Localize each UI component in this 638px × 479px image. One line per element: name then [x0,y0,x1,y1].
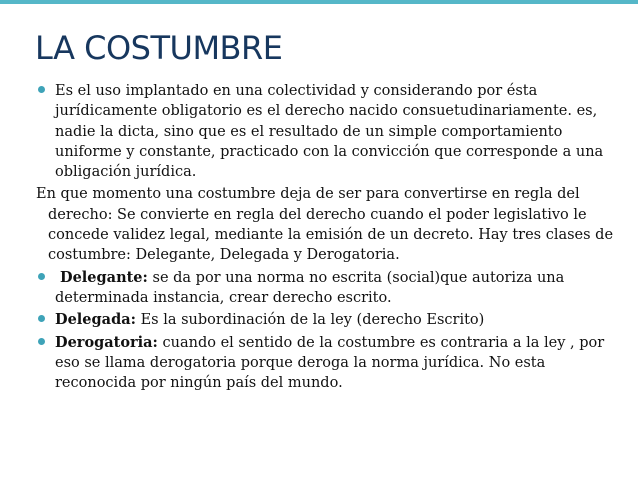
intro-text: Es el uso implantado en una colectividad y considerando por ésta jurídicamente obligatorio es el derecho nacido consuetudinariamente. es, nadie la dicta, sino que es el resultado de un simple comportamiento uniforme y constante, practicado con la convicción que corresponde a una obligación jurídica. [55,83,604,181]
delegante-text: se da por una norma no escrita (social)que autoriza una determinada instancia, crear derecho escrito. [55,269,565,306]
delegante-label: Delegante: [60,268,148,286]
derogatoria-label: Derogatoria: [55,333,158,351]
slide-title: LA COSTUMBRE [35,29,283,67]
bullet-icon [38,86,45,93]
bullet-delegada [36,310,626,330]
bullet-icon [38,273,45,280]
derogatoria-text: cuando el sentido de la costumbre es contraria a la ley , por eso se llama derogatoria porque deroga la norma jurídica. No esta reconocida por ningún país del mundo. [55,334,605,392]
bullet-icon [38,315,45,322]
bullet-derogatoria [36,333,626,394]
delegada-label: Delegada: [55,311,136,329]
delegada-text: Es la subordinación de la ley (derecho Escrito) [135,312,485,329]
bullet-icon [38,338,45,345]
accent-bar [0,0,638,4]
moment-text: En que momento una costumbre deja de ser para convertirse en regla del derecho: Se convierte en regla del derecho cuando el poder legislativo le concede validez legal, mediante la emisión de un decreto. Hay tres clases de costumbre: Delegante, Delegada y Derogatoria. [36,186,614,264]
bullet-intro [36,81,626,182]
bullet-delegante [36,268,626,309]
paragraph-moment [36,184,626,265]
slide-content [36,81,626,395]
